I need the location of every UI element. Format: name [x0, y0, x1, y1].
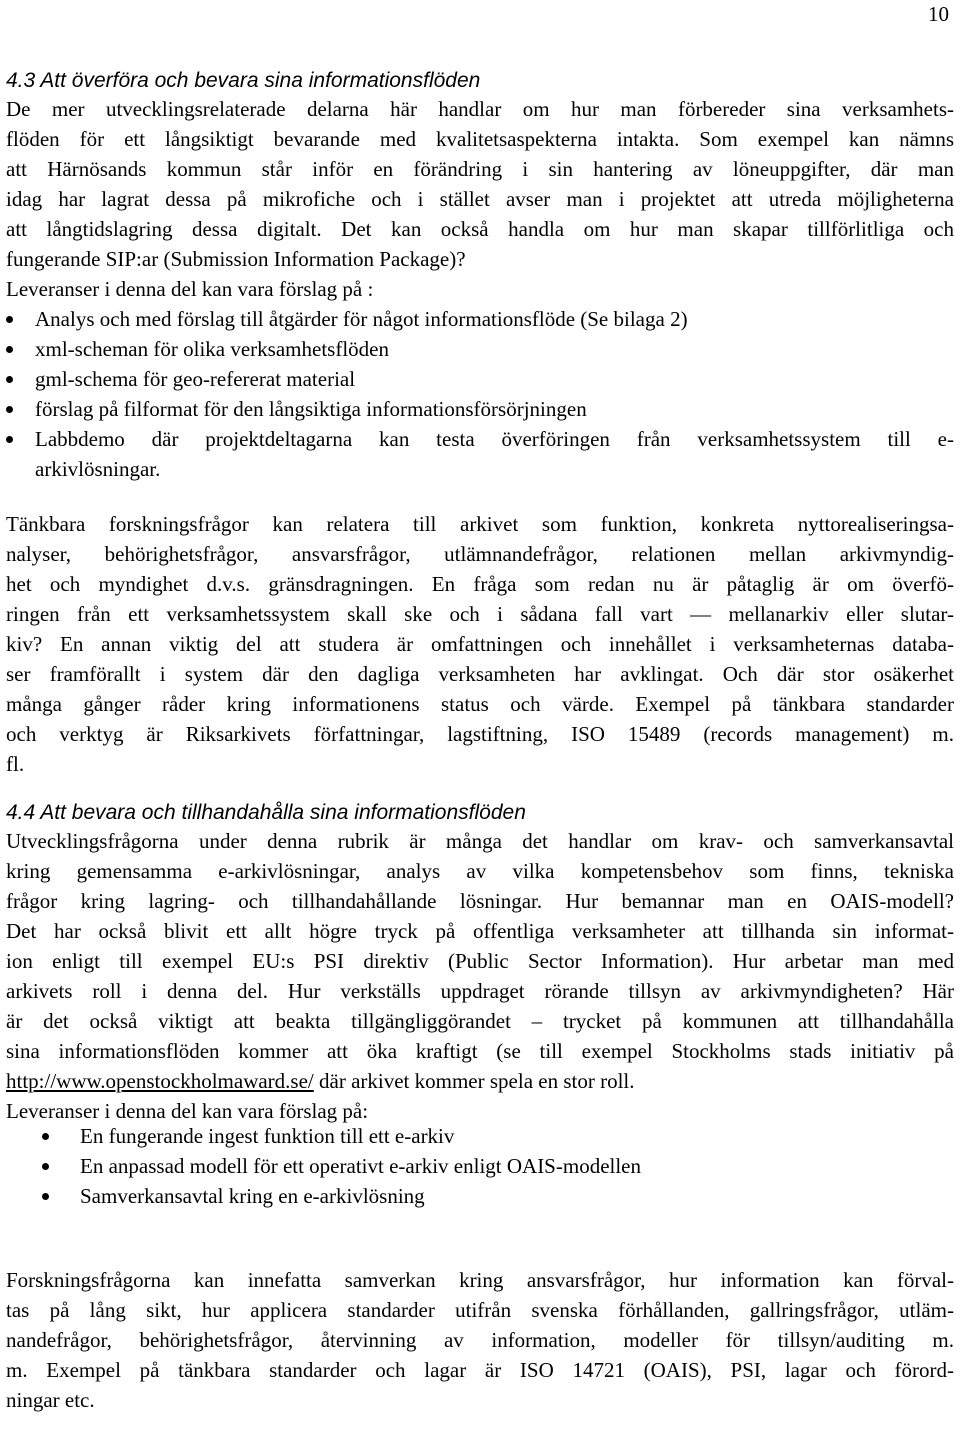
text-line: flöden för ett långsiktigt bevarande med kvalitetsaspekterna intakta. Som exempel kan nämns	[6, 127, 954, 151]
list-item: förslag på filformat för den långsiktiga informationsförsörjningen	[35, 397, 587, 421]
text-line: arkivets roll i denna del. Hur verkställs uppdraget rörande tillsyn av arkivmyndigheten? Här	[6, 979, 954, 1003]
link-trailing-text: där arkivet kommer spela en stor roll.	[313, 1069, 635, 1093]
text-line: frågor kring lagring- och tillhandahållande lösningar. Hur bemannar man en OAIS-modell?	[6, 889, 954, 913]
leveranser-label: Leveranser i denna del kan vara förslag på :	[6, 277, 374, 301]
bullet-icon	[42, 1193, 49, 1200]
text-line: många gånger råder kring informationens status och värde. Exempel på tänkbara standarder	[6, 692, 954, 716]
text-line: sina informationsflöden kommer att öka kraftigt (se till exempel Stockholms stads initiativ på	[6, 1039, 954, 1063]
list-item: Samverkansavtal kring en e-arkivlösning	[80, 1184, 425, 1208]
list-item: xml-scheman för olika verksamhetsflöden	[35, 337, 389, 361]
text-line: fungerande SIP:ar (Submission Information Package)?	[6, 247, 466, 271]
bullet-icon	[6, 376, 13, 383]
text-line: att Härnösands kommun står inför en förändring i sin hantering av löneuppgifter, där man	[6, 157, 954, 181]
list-item: En fungerande ingest funktion till ett e-arkiv	[80, 1124, 455, 1148]
bullet-icon	[6, 406, 13, 413]
text-line: kiv? En annan viktig del att studera är omfattningen och innehållet i verksamheternas databa-	[6, 632, 954, 656]
text-line: ser framförallt i system där den dagliga verksamheten har avklingat. Och där stor osäkerhet	[6, 662, 954, 686]
text-line: Utvecklingsfrågorna under denna rubrik är många det handlar om krav- och samverkansavtal	[6, 829, 954, 853]
text-line: ningar etc.	[6, 1388, 95, 1412]
text-line: ringen från ett verksamhetssystem skall ske och i sådana fall vart — mellanarkiv eller slutar-	[6, 602, 954, 626]
text-line: tas på lång sikt, hur applicera standarder utifrån svenska förhållanden, gallringsfrågor, utläm-	[6, 1298, 954, 1322]
text-line: och verktyg är Riksarkivets författningar, lagstiftning, ISO 15489 (records management) m.	[6, 722, 954, 746]
page-number: 10	[928, 2, 949, 26]
text-line: ion enligt till exempel EU:s PSI direktiv (Public Sector Information). Hur arbetar man med	[6, 949, 954, 973]
list-item-continuation: arkivlösningar.	[35, 457, 161, 481]
section-heading-4-3: 4.3 Att överföra och bevara sina informationsflöden	[6, 69, 481, 92]
bullet-icon	[6, 316, 13, 323]
bullet-icon	[6, 346, 13, 353]
text-line: Det har också blivit ett allt högre tryck på offentliga verksamheter att tillhanda sin informat-	[6, 919, 954, 943]
bullet-icon	[42, 1133, 49, 1140]
list-item: En anpassad modell för ett operativt e-arkiv enligt OAIS-modellen	[80, 1154, 642, 1178]
leveranser-label: Leveranser i denna del kan vara förslag på:	[6, 1099, 369, 1123]
text-line	[6, 1066, 635, 1096]
text-line: nandefrågor, behörighetsfrågor, återvinning av information, modeller för tillsyn/auditing m.	[6, 1328, 954, 1352]
text-line: att långtidslagring dessa digitalt. Det kan också handla om hur man skapar tillförlitliga och	[6, 217, 954, 241]
bullet-icon	[42, 1163, 49, 1170]
external-link[interactable]: http://www.openstockholmaward.se/	[6, 1069, 314, 1093]
text-line: Tänkbara forskningsfrågor kan relatera till arkivet som funktion, konkreta nyttorealiseringsa-	[6, 512, 954, 536]
text-line: idag har lagrat dessa på mikrofiche och i stället avser man i projektet att utreda möjligheterna	[6, 187, 954, 211]
text-line: De mer utvecklingsrelaterade delarna här handlar om hur man förbereder sina verksamhets-	[6, 97, 954, 121]
text-line: m. Exempel på tänkbara standarder och lagar är ISO 14721 (OAIS), PSI, lagar och förord-	[6, 1358, 954, 1382]
list-item: Labbdemo där projektdeltagarna kan testa överföringen från verksamhetssystem till e-	[35, 427, 954, 451]
bullet-icon	[6, 436, 13, 443]
list-item: gml-schema för geo-refererat material	[35, 367, 356, 391]
list-item: Analys och med förslag till åtgärder för något informationsflöde (Se bilaga 2)	[35, 307, 688, 331]
text-line: nalyser, behörighetsfrågor, ansvarsfrågor, utlämnandefrågor, relationen mellan arkivmyndig-	[6, 542, 954, 566]
text-line: fl.	[6, 752, 25, 776]
text-line: kring gemensamma e-arkivlösningar, analys av vilka kompetensbehov som finns, tekniska	[6, 859, 954, 883]
section-heading-4-4: 4.4 Att bevara och tillhandahålla sina informationsflöden	[6, 801, 526, 824]
text-line: Forskningsfrågorna kan innefatta samverkan kring ansvarsfrågor, hur information kan förval-	[6, 1268, 954, 1292]
text-line: är det också viktigt att beakta tillgängliggörandet – trycket på kommunen att tillhandahålla	[6, 1009, 954, 1033]
text-line: het och myndighet d.v.s. gränsdragningen. En fråga som redan nu är påtaglig är om överfö-	[6, 572, 954, 596]
